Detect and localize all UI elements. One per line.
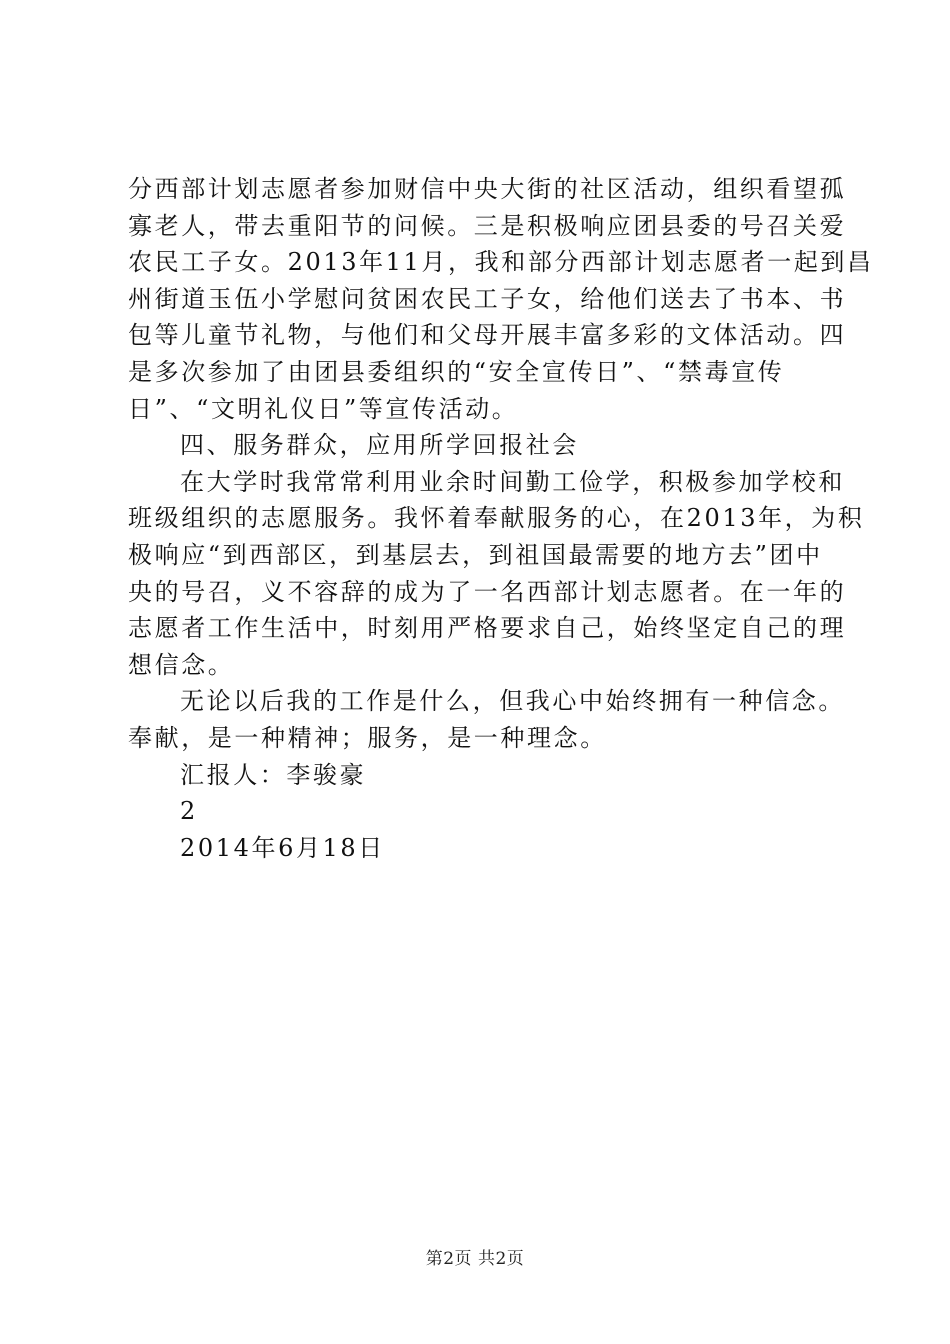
body-line: 极响应“到西部区，到基层去，到祖国最需要的地方去”团中	[128, 540, 823, 569]
body-line: 无论以后我的工作是什么，但我心中始终拥有一种信念。	[180, 687, 845, 716]
body-line: 寡老人，带去重阳节的问候。三是积极响应团县委的号召关爱	[128, 211, 847, 240]
body-line: 农民工子女。2013年11月，我和部分西部计划志愿者一起到昌	[128, 248, 874, 277]
body-line: 志愿者工作生活中，时刻用严格要求自己，始终坚定自己的理	[128, 614, 847, 643]
report-date: 2014年6月18日	[180, 833, 385, 862]
document-body	[128, 171, 874, 866]
body-line: 想信念。	[128, 650, 235, 679]
body-line: 州街道玉伍小学慰问贫困农民工子女，给他们送去了书本、书	[128, 284, 847, 313]
body-line: 奉献，是一种精神；服务，是一种理念。	[128, 723, 607, 752]
stray-number: 2	[180, 797, 198, 826]
body-line: 日”、“文明礼仪日”等宣传活动。	[128, 394, 519, 423]
body-line: 央的号召，义不容辞的成为了一名西部计划志愿者。在一年的	[128, 577, 847, 606]
body-line: 是多次参加了由团县委组织的“安全宣传日”、“禁毒宣传	[128, 357, 785, 386]
section-heading: 四、服务群众，应用所学回报社会	[180, 431, 579, 460]
body-line: 分西部计划志愿者参加财信中央大街的社区活动，组织看望孤	[128, 175, 847, 203]
body-line: 包等儿童节礼物，与他们和父母开展丰富多彩的文体活动。四	[128, 321, 847, 350]
page-footer: 第2页 共2页	[425, 1249, 525, 1269]
reporter-signature: 汇报人：李骏豪	[180, 760, 367, 789]
body-line: 在大学时我常常利用业余时间勤工俭学，积极参加学校和	[180, 467, 845, 496]
body-line: 班级组织的志愿服务。我怀着奉献服务的心，在2013年，为积	[128, 504, 865, 533]
